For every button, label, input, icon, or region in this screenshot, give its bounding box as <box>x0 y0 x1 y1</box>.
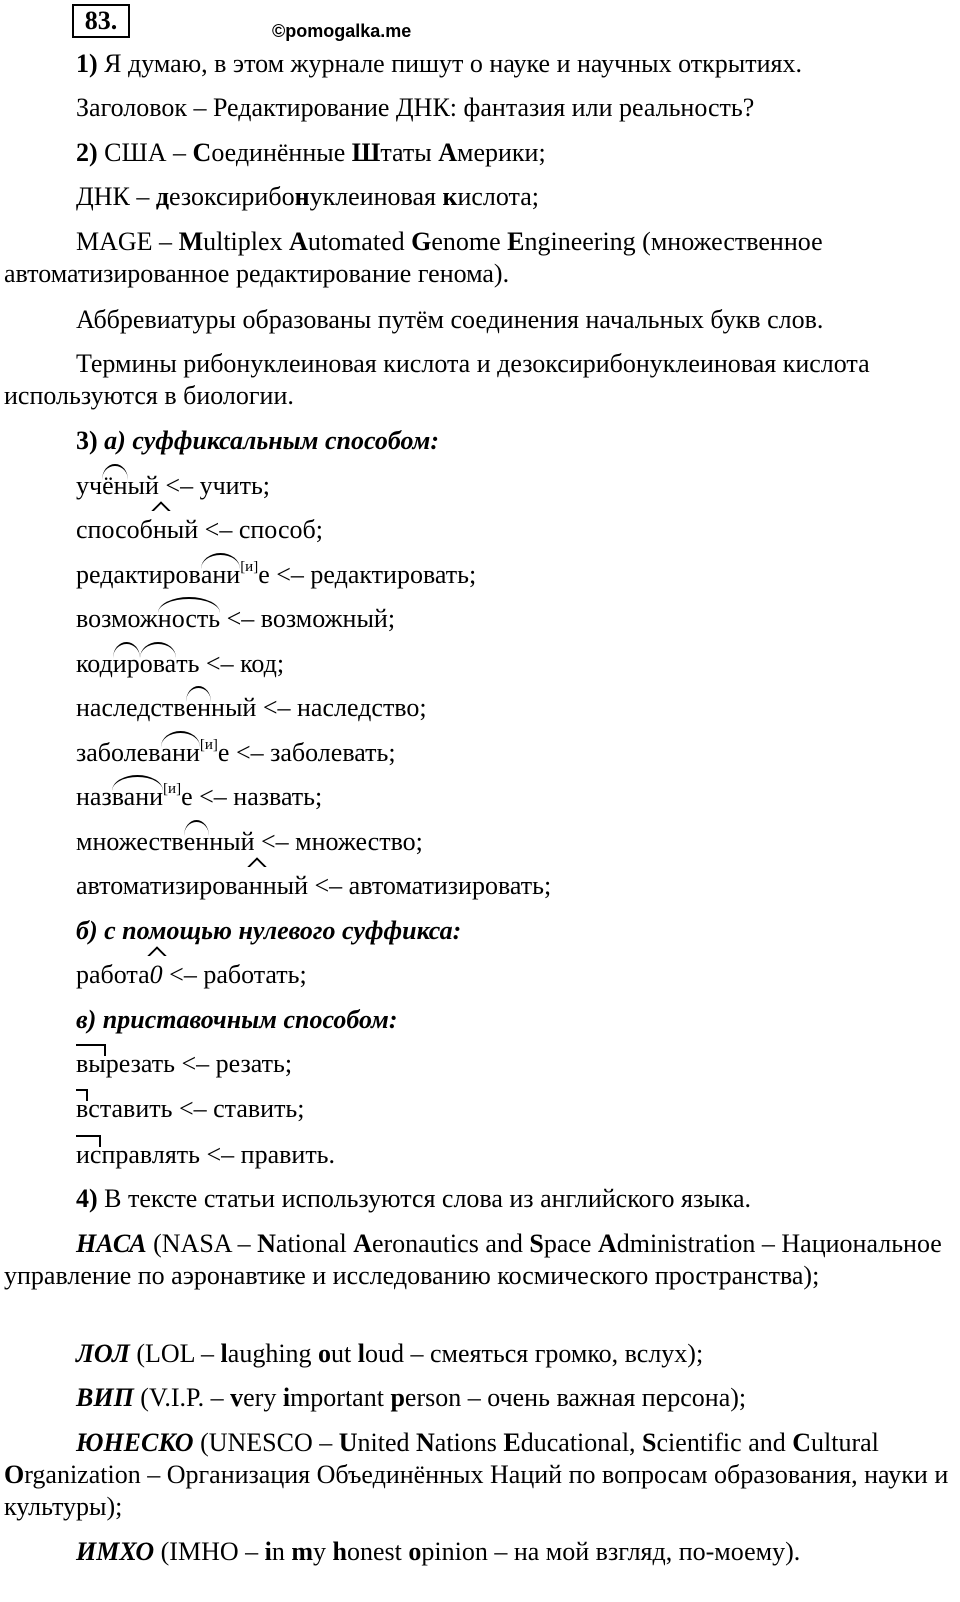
initial-letter: S <box>642 1428 657 1457</box>
text: MAGE – <box>76 227 179 256</box>
rest: <– возможный; <box>220 604 396 633</box>
text: таты <box>380 138 439 167</box>
text: (UNESCO – <box>193 1428 339 1457</box>
text: ducational, <box>520 1428 643 1457</box>
root: наз <box>76 782 112 811</box>
initial-letter: E <box>503 1428 521 1457</box>
text: ut <box>331 1339 358 1368</box>
text: (IMHO – <box>154 1537 265 1566</box>
text: mportant <box>290 1383 391 1412</box>
word-row <box>76 959 307 991</box>
abbr-mage <box>4 226 954 290</box>
text: оединённые <box>211 138 352 167</box>
initial-letter: C <box>792 1428 812 1457</box>
suffix: ён <box>102 471 128 500</box>
text: onest <box>347 1537 409 1566</box>
root: множеств <box>76 827 184 856</box>
prefix: вы <box>76 1049 106 1078</box>
root: автоматизирова <box>76 871 249 900</box>
abbr-vip <box>76 1382 746 1414</box>
word-row <box>76 1093 305 1125</box>
root: уч <box>76 471 103 500</box>
initial-letter: A <box>597 1229 617 1258</box>
initial-letter: N <box>257 1229 276 1258</box>
text: уклеиновая <box>309 182 443 211</box>
section-1-line <box>76 48 802 80</box>
text: nited <box>357 1428 417 1457</box>
text: езоксирибо <box>169 182 295 211</box>
rest: ый <– учить; <box>127 471 271 500</box>
text: dministration – Национальное управление по аэронавтике и исследованию космического пространства); <box>4 1229 942 1290</box>
initial-letter: o <box>318 1339 332 1368</box>
suffix: ен <box>183 827 210 856</box>
abbr-unesco <box>4 1427 954 1523</box>
suffix: ир <box>112 649 140 678</box>
watermark: ©pomogalka.me <box>272 21 412 41</box>
initial-letter: N <box>416 1428 435 1457</box>
section-3-title <box>76 425 439 457</box>
root: способ <box>76 515 153 544</box>
section-4-intro <box>76 1183 751 1215</box>
text: utomated <box>307 227 412 256</box>
rest: ный <– наследство; <box>211 693 427 722</box>
word-row <box>76 470 270 502</box>
text: США – <box>104 138 193 167</box>
initial-letter: Ш <box>351 138 381 167</box>
abbr-dna <box>76 181 539 213</box>
suffix: ани <box>200 560 241 589</box>
text: ations <box>434 1428 504 1457</box>
prefix: ис <box>76 1140 102 1169</box>
text: (NASA – <box>146 1229 258 1258</box>
rest: правлять <– править. <box>101 1140 336 1169</box>
rest: резать <– резать; <box>105 1049 293 1078</box>
abbr-term: ЮНЕСКО <box>76 1428 194 1457</box>
rest: ный <– автоматизировать; <box>262 871 552 900</box>
text: rganization – Организация Объединённых Наций по вопросам образования, науки и культуры); <box>4 1460 949 1521</box>
rest: е <– редактировать; <box>258 560 477 589</box>
initial-letter: A <box>353 1229 372 1258</box>
text: ational <box>275 1229 354 1258</box>
text: eronautics and <box>371 1229 530 1258</box>
rest: <– работать; <box>162 960 307 989</box>
abbr-note: Аббревиатуры образованы путём соединения начальных букв слов. <box>76 305 824 334</box>
subsection-b-title <box>76 915 461 947</box>
word-row <box>76 737 396 769</box>
rest: е <– заболевать; <box>217 738 396 767</box>
initial-letter: l <box>220 1339 228 1368</box>
text: y <box>313 1537 333 1566</box>
text: в) приставочным способом: <box>76 1005 398 1034</box>
word-row <box>76 826 423 858</box>
suffix: ова <box>139 649 177 678</box>
initial-letter: к <box>442 182 458 211</box>
initial-letter: v <box>230 1383 244 1412</box>
text: ultural <box>811 1428 879 1457</box>
subsection-a-title: а) суффиксальным способом: <box>97 426 439 455</box>
initial-letter: h <box>332 1537 348 1566</box>
exercise-number: 83. <box>72 4 130 38</box>
initial-letter: O <box>4 1460 25 1489</box>
zero-suffix: 0 <box>149 960 163 989</box>
phonetic-mark: [и] <box>199 737 218 753</box>
section-1-number: 1) <box>76 49 98 78</box>
initial-letter: M <box>178 227 204 256</box>
abbr-lol <box>76 1338 703 1370</box>
root: заболев <box>76 738 161 767</box>
text: cientific and <box>656 1428 793 1457</box>
text: pinion – на мой взгляд, по-моему). <box>421 1537 801 1566</box>
root: работа <box>76 960 150 989</box>
text: erson – очень важная персона); <box>404 1383 747 1412</box>
initial-letter: l <box>357 1339 366 1368</box>
text: В тексте статьи используются слова из английского языка. <box>97 1184 752 1213</box>
text: enome <box>431 227 508 256</box>
initial-letter: A <box>289 227 308 256</box>
initial-letter: m <box>291 1537 314 1566</box>
word-row <box>76 559 476 591</box>
text: ислота; <box>457 182 539 211</box>
abbr-imho <box>76 1536 800 1568</box>
abbr-term: НАСА <box>76 1229 147 1258</box>
section-1-text: Я думаю, в этом журнале пишут о науке и научных открытиях. <box>97 49 802 78</box>
initial-letter: o <box>408 1537 422 1566</box>
suffix: ность <box>157 604 221 633</box>
prefix: в <box>76 1094 89 1123</box>
word-row <box>76 1048 292 1080</box>
text: ngineering (множественное автоматизированное редактирование генома). <box>4 227 823 288</box>
abbr-term: ВИП <box>76 1383 134 1412</box>
text: ДНК – <box>76 182 156 211</box>
text: (V.I.P. – <box>133 1383 231 1412</box>
rest: ть <– код; <box>176 649 285 678</box>
word-row <box>76 692 427 724</box>
initial-letter: С <box>192 138 212 167</box>
text: pace <box>543 1229 598 1258</box>
initial-letter: U <box>338 1428 358 1457</box>
root: возмож <box>76 604 158 633</box>
initial-letter: E <box>507 227 525 256</box>
root: наследств <box>76 693 186 722</box>
text: ery <box>243 1383 283 1412</box>
abbr-nasa <box>4 1228 954 1292</box>
initial-letter: А <box>438 138 457 167</box>
section-4-number: 4) <box>76 1184 98 1213</box>
initial-letter: i <box>282 1383 291 1412</box>
root: код <box>76 649 113 678</box>
text: мерики; <box>457 138 546 167</box>
section-3-number: 3) <box>76 426 98 455</box>
text: aughing <box>227 1339 319 1368</box>
word-row <box>76 781 322 813</box>
subsection-v-title <box>76 1004 398 1036</box>
text: Термины рибонуклеиновая кислота и дезоксирибонуклеиновая кислота используются в биологии. <box>4 349 870 410</box>
text: n <box>271 1537 292 1566</box>
text: б) с помощью нулевого суффикса: <box>76 916 462 945</box>
rest: ый <– способ; <box>166 515 323 544</box>
section-2-number: 2) <box>76 138 98 167</box>
initial-letter: S <box>529 1229 544 1258</box>
suffix: вани <box>111 782 164 811</box>
initial-letter: н <box>294 182 310 211</box>
suffix: ани <box>160 738 200 767</box>
initial-letter: G <box>411 227 432 256</box>
rest: ставить <– ставить; <box>88 1094 305 1123</box>
rest: е <– назвать; <box>181 782 323 811</box>
text: oud – смеяться громко, вслух); <box>365 1339 704 1368</box>
abbr-term: ЛОЛ <box>76 1339 130 1368</box>
suffix: ен <box>185 693 212 722</box>
section-1-heading: Заголовок – Редактирование ДНК: фантазия или реальность? <box>76 93 755 122</box>
word-row <box>76 1139 335 1171</box>
initial-letter: i <box>264 1537 272 1566</box>
initial-letter: д <box>155 182 170 211</box>
abbr-term: ИМХО <box>76 1537 155 1566</box>
initial-letter: p <box>390 1383 405 1412</box>
abbr-usa <box>76 137 546 169</box>
word-row <box>76 603 395 635</box>
word-row <box>76 514 323 546</box>
root: редактиров <box>76 560 201 589</box>
rest: ный <– множество; <box>209 827 423 856</box>
word-row <box>76 870 551 902</box>
suffix: н <box>248 871 263 900</box>
phonetic-mark: [и] <box>163 781 182 797</box>
suffix: н <box>152 515 167 544</box>
text: (LOL – <box>129 1339 221 1368</box>
phonetic-mark: [и] <box>240 559 259 575</box>
word-row <box>76 648 284 680</box>
text: ultiplex <box>203 227 290 256</box>
terms-note <box>4 348 954 412</box>
